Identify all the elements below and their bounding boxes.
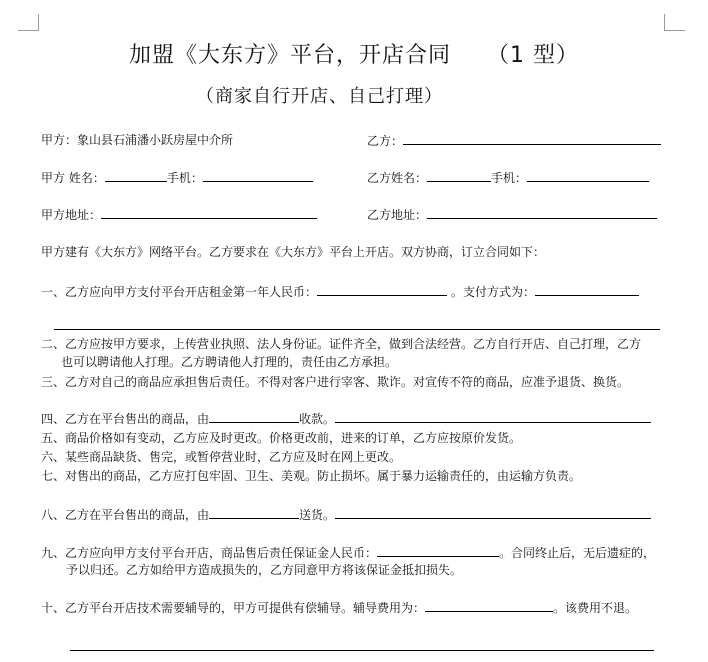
clause-8-tail: 送货。 bbox=[299, 508, 336, 522]
clause-5: 五、商品价格如有变动，乙方应及时更改。价格更改前，进来的订单，乙方应按原价发货。 bbox=[41, 431, 522, 445]
party-b-line bbox=[367, 132, 661, 149]
party-a-label: 甲方：象山县石浦潘小跃房屋中介所 bbox=[41, 133, 234, 147]
clause-9-line-1 bbox=[41, 544, 655, 561]
clause-6: 六、某些商品缺货、售完，或暂停营业时，乙方应及时在网上更改。 bbox=[41, 450, 402, 464]
a-phone-label: 手机： bbox=[166, 171, 203, 185]
b-name-blank[interactable] bbox=[427, 169, 491, 182]
clause-10-tail: 。该费用不退。 bbox=[553, 601, 638, 615]
party-b-label: 乙方： bbox=[367, 134, 404, 148]
a-addr-label: 甲方地址： bbox=[41, 208, 102, 222]
clause-4-text: 四、乙方在平台售出的商品，由 bbox=[41, 412, 210, 426]
party-b-addr-line bbox=[367, 206, 657, 223]
clause-1-text: 一、乙方应向甲方支付平台开店租金第一年人民币： bbox=[41, 285, 318, 299]
page-corner-mark-left bbox=[18, 14, 39, 31]
b-name-label: 乙方姓名： bbox=[367, 171, 428, 185]
clause-10-text: 十、乙方平台开店技术需要辅导的，甲方可提供有偿辅导。辅导费用为： bbox=[41, 601, 426, 615]
a-name-label: 甲方 姓名： bbox=[41, 171, 105, 185]
contract-title bbox=[0, 38, 708, 69]
coaching-fee-blank[interactable] bbox=[425, 599, 553, 612]
clause-3: 三、乙方对自己的商品应承担售后责任。不得对客户进行宰客、欺诈。对宣传不符的商品，应准予退货、换货。 bbox=[41, 375, 630, 389]
clause-8-extra-blank[interactable] bbox=[335, 506, 651, 519]
title-main: 加盟《大东方》平台，开店合同 bbox=[128, 43, 451, 68]
a-addr-blank[interactable] bbox=[101, 206, 317, 219]
payment-continuation-line[interactable] bbox=[54, 329, 660, 330]
b-phone-label: 手机： bbox=[491, 171, 528, 185]
party-a-addr-line bbox=[41, 206, 317, 223]
clause-1-payment-label: 。支付方式为： bbox=[451, 285, 536, 299]
party-b-blank[interactable] bbox=[403, 132, 661, 145]
clause-1 bbox=[41, 283, 639, 300]
intro-paragraph: 甲方建有《大东方》网络平台。乙方要求在《大东方》平台上开店。双方协商，订立合同如下： bbox=[41, 245, 546, 259]
clause-9-tail: 。合同终止后，无后遗症的， bbox=[499, 546, 656, 560]
title-type: （1 型） bbox=[487, 43, 579, 68]
party-a-name-line bbox=[41, 169, 313, 186]
b-addr-blank[interactable] bbox=[427, 206, 657, 219]
clause-10 bbox=[41, 599, 637, 616]
party-a-line bbox=[41, 132, 233, 148]
clause-8-text: 八、乙方在平台售出的商品，由 bbox=[41, 508, 210, 522]
clause-2-line-1: 二、乙方应按甲方要求，上传营业执照、法人身份证。证件齐全，做到合法经营。乙方自行开店、自己打理，乙方 bbox=[41, 337, 642, 351]
b-addr-label: 乙方地址： bbox=[367, 208, 428, 222]
party-b-name-line bbox=[367, 169, 649, 186]
clause-4-extra-blank[interactable] bbox=[335, 410, 651, 423]
clause-8 bbox=[41, 506, 651, 523]
payment-collector-blank[interactable] bbox=[209, 410, 299, 423]
clause-9-line-2: 予以归还。乙方如给甲方造成损失的，乙方同意甲方将该保证金抵扣损失。 bbox=[66, 563, 463, 577]
b-phone-blank[interactable] bbox=[527, 169, 649, 182]
bottom-blank-line[interactable] bbox=[70, 650, 654, 651]
contract-subtitle: （商家自行开店、自己打理） bbox=[196, 86, 443, 107]
delivery-party-blank[interactable] bbox=[209, 506, 299, 519]
clause-4 bbox=[41, 410, 651, 427]
clause-2-line-2: 也可以聘请他人打理。乙方聘请他人打理的，责任由乙方承担。 bbox=[61, 355, 398, 369]
deposit-amount-blank[interactable] bbox=[377, 544, 499, 557]
clause-9-text: 九、乙方应向甲方支付平台开店，商品售后责任保证金人民币： bbox=[41, 546, 378, 560]
a-name-blank[interactable] bbox=[105, 169, 167, 182]
page-corner-mark-right bbox=[664, 14, 685, 31]
rent-amount-blank[interactable] bbox=[317, 283, 447, 296]
a-phone-blank[interactable] bbox=[203, 169, 313, 182]
clause-7: 七、对售出的商品，乙方应打包牢固、卫生、美观。防止损坏。属于暴力运输责任的，由运输方负责。 bbox=[41, 469, 582, 483]
clause-4-tail: 收款。 bbox=[299, 412, 336, 426]
payment-method-blank[interactable] bbox=[535, 283, 639, 296]
